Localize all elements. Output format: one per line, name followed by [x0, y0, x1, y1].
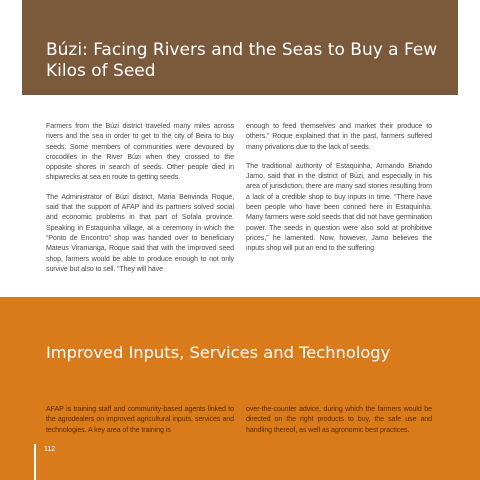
paragraph: The Administrator of Búzi district, Maria Benvinda Roque, said that the support of AFAP and its partners solved social and economic problems in that part of Sofala province. Speaking in Estaquinha village, at a ceremony in which the “Ponto de Encontro” shop was handed over to beneficiary Mateus Viramanga, Roque said that with the improved seed shop, farmers would be able to produce enough to not only survive but also to sell. “They will have: [46, 192, 234, 273]
article-column-right: [246, 121, 432, 263]
section-column-left: [46, 404, 234, 435]
paragraph: The traditional authority of Estaquinha, Armando Briando Jamo, said that in the district of Búzi, and especially in his area of jurisdiction, there are many sad stories resulting from a lack of a credible shop to buy inputs in time. “There have been people who have been conned here in Estaquinha. Many farmers were sold seeds that did not have germination power. The seeds in question were also sold at prohibitive prices,” he lamented. Now, however, Jamo believes the inputs shop will put an end to the suffering.: [246, 161, 432, 253]
paragraph: AFAP is training staff and community-based agents linked to the agrodealers on improved agricultural inputs, services and technologies. A key area of the training is: [46, 405, 234, 434]
paragraph: enough to feed themselves and market their produce to others.” Roque explained that in the past, farmers suffered many privations due to the lack of seeds.: [246, 122, 432, 151]
page-number: 112: [44, 446, 56, 453]
paragraph: over-the-counter advice, during which the farmers would be directed on the right products to buy, the safe use and handling thereof, as well as agronomic best practices.: [246, 405, 432, 434]
section-title: Improved Inputs, Services and Technology: [46, 343, 391, 362]
article-column-left: [46, 121, 234, 283]
page-number-bar: [34, 444, 36, 480]
section-band: [0, 297, 480, 480]
paragraph: Farmers from the Búzi district traveled many miles across rivers and the sea in order to get to the city of Beira to buy seeds. Some members of communities were devoured by crocodiles in the River Búzi when they crossed to the opposite shores in search of seeds. Other people died in shipwrecks at sea en route to getting seeds.: [46, 122, 234, 182]
article-title-box: [22, 0, 458, 95]
section-column-right: [246, 404, 432, 435]
article-title: Búzi: Facing Rivers and the Seas to Buy a Few Kilos of Seed: [46, 40, 438, 81]
